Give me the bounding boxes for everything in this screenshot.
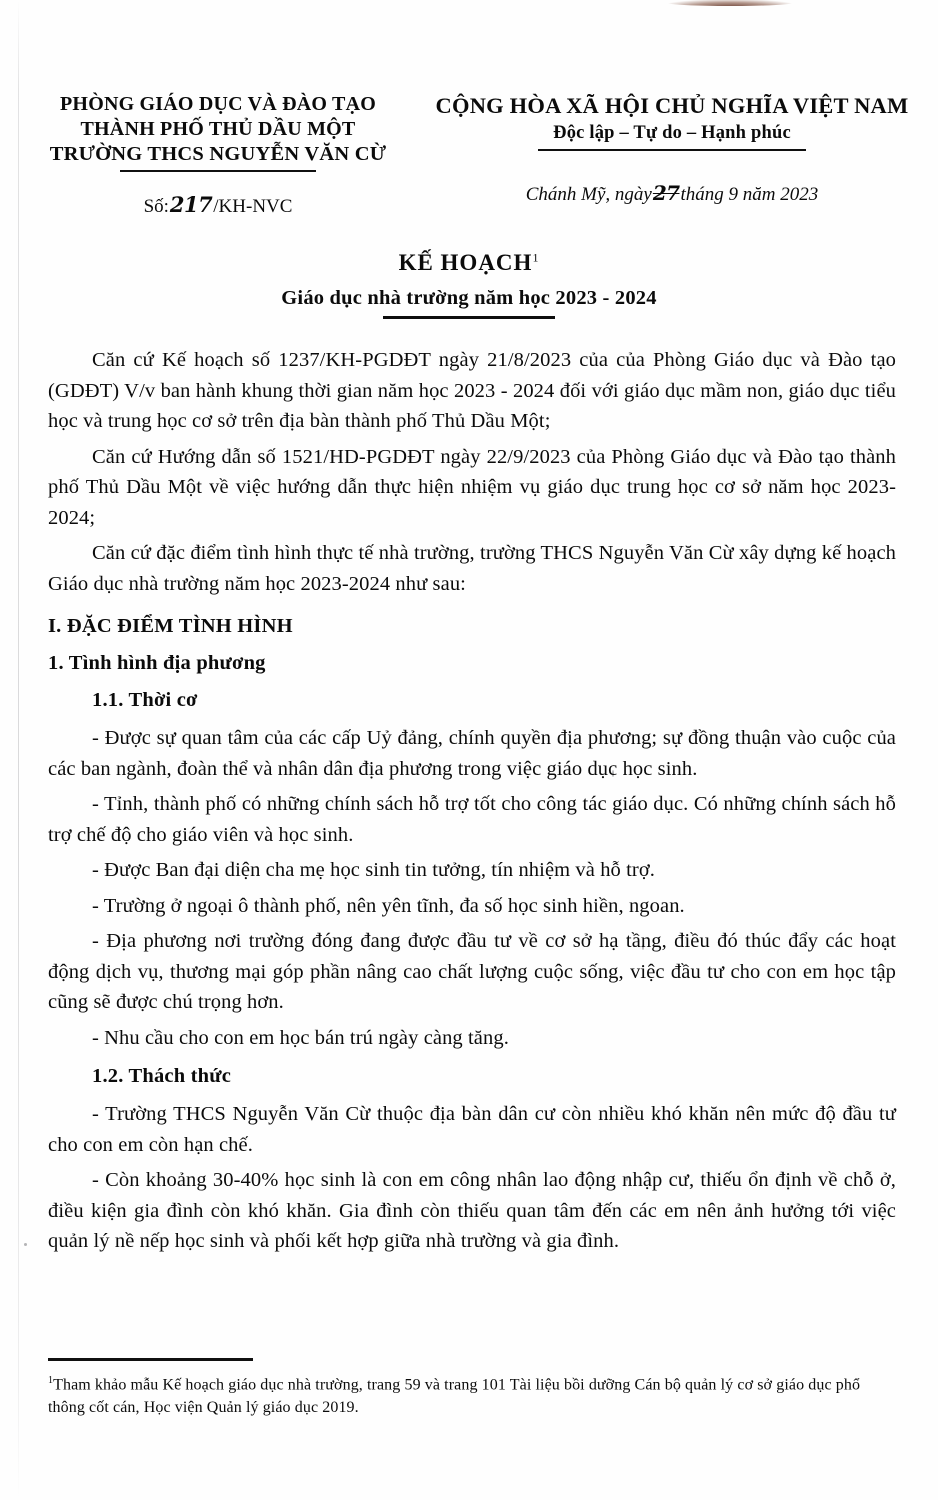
national-motto: Độc lập – Tự do – Hạnh phúc	[553, 123, 791, 143]
scan-smudge-artifact	[668, 0, 792, 6]
authority-line-city: THÀNH PHỐ THỦ DẦU MỘT	[80, 118, 356, 140]
section-heading-1-2: 1.2. Thách thức	[92, 1065, 232, 1087]
national-title: CỘNG HÒA XÃ HỘI CHỦ NGHĨA VIỆT NAM	[435, 93, 909, 118]
authority-line-department: PHÒNG GIÁO DỤC VÀ ĐÀO TẠO	[60, 93, 376, 115]
document-header	[0, 92, 938, 232]
footnote-body: Tham khảo mẫu Kế hoạch giáo dục nhà trường, trang 59 và trang 101 Tài liệu bồi dưỡng Cán bộ quản lý cơ sở giáo dục phổ thông cốt cán, Học viện Quản lý giáo dục 2019.	[48, 1375, 861, 1416]
date-day-handwritten: 27	[652, 181, 680, 205]
page-subtitle: Giáo dục nhà trường năm học 2023 - 2024	[281, 287, 657, 309]
title-underline	[383, 316, 555, 319]
national-heading-block	[432, 92, 912, 206]
section-heading-roman-i: I. ĐẶC ĐIỂM TÌNH HÌNH	[48, 615, 293, 637]
footnote-separator	[48, 1358, 253, 1361]
place-and-date	[432, 181, 912, 206]
document-title-block	[0, 250, 938, 319]
bullet-paragraph: - Được sự quan tâm của các cấp Uỷ đảng, chính quyền địa phương; sự đồng thuận vào cuộc của các ban ngành, đoàn thể và nhân dân địa phương trong việc giáo dục học sinh.	[48, 727, 896, 780]
place-date-middle: tháng 9 năm	[680, 184, 776, 205]
document-number-prefix: Số:	[143, 196, 169, 217]
page-title	[0, 250, 938, 276]
scan-speck	[24, 1243, 27, 1246]
document-number	[18, 192, 418, 218]
authority-underline	[120, 170, 316, 172]
place-date-prefix: Chánh Mỹ, ngày	[525, 184, 652, 205]
date-year: 2023	[780, 184, 819, 205]
footnote-text	[48, 1369, 896, 1419]
document-body	[48, 345, 896, 1262]
issuing-authority-block	[18, 92, 418, 218]
document-number-handwritten: 217	[169, 192, 213, 217]
bullet-paragraph: - Còn khoảng 30-40% học sinh là con em công nhân lao động nhập cư, thiếu ổn định về chỗ ở, điều kiện gia đình còn khó khăn. Gia đình còn thiếu quan tâm đến các em nên ảnh hưởng tới việc quản lý nề nếp học sinh và phối kết hợp giữa nhà trường và gia đình.	[48, 1169, 896, 1252]
preamble-paragraph: Căn cứ đặc điểm tình hình thực tế nhà trường, trường THCS Nguyễn Văn Cừ xây dựng kế hoạch Giáo dục nhà trường năm học 2023-2024 như sau:	[48, 542, 896, 595]
bullet-paragraph: - Trường ở ngoại ô thành phố, nên yên tĩnh, đa số học sinh hiền, ngoan.	[92, 894, 685, 917]
motto-underline	[538, 149, 806, 151]
footnote-block	[48, 1358, 896, 1419]
footnote-marker: 1	[48, 1374, 54, 1386]
preamble-paragraph: Căn cứ Kế hoạch số 1237/KH-PGDĐT ngày 21/8/2023 của của Phòng Giáo dục và Đào tạo (GDĐT) V/v ban hành khung thời gian năm học 2023 - 2024 đối với giáo dục mầm non, giáo dục tiểu học và trung học cơ sở trên địa bàn thành phố Thủ Dầu Một;	[48, 349, 896, 432]
preamble-paragraph: Căn cứ Hướng dẫn số 1521/HD-PGDĐT ngày 22/9/2023 của Phòng Giáo dục và Đào tạo thành phố Thủ Dầu Một về việc hướng dẫn thực hiện nhiệm vụ giáo dục trung học cơ sở năm học 2023-2024;	[48, 445, 896, 529]
bullet-paragraph: - Trường THCS Nguyễn Văn Cừ thuộc địa bàn dân cư còn nhiều khó khăn nên mức độ đầu tư cho con em còn hạn chế.	[48, 1103, 896, 1156]
bullet-paragraph: - Nhu cầu cho con em học bán trú ngày càng tăng.	[92, 1026, 509, 1049]
document-number-suffix: /KH-NVC	[213, 196, 293, 217]
bullet-paragraph: - Địa phương nơi trường đóng đang được đầu tư về cơ sở hạ tầng, điều đó thúc đẩy các hoạt động dịch vụ, thương mại góp phần nâng cao chất lượng cuộc sống, việc đầu tư cho con em học tập cũng sẽ được chú trọng hơn.	[48, 930, 896, 1013]
page-title-text: KẾ HOẠCH	[398, 250, 533, 275]
authority-line-school: TRƯỜNG THCS NGUYỄN VĂN CỪ	[49, 143, 387, 165]
section-heading-1: 1. Tình hình địa phương	[48, 652, 266, 674]
title-footnote-marker: 1	[532, 250, 540, 265]
section-heading-1-1: 1.1. Thời cơ	[92, 689, 198, 711]
bullet-paragraph: - Tỉnh, thành phố có những chính sách hỗ trợ tốt cho công tác giáo dục. Có những chính sách hỗ trợ chế độ cho giáo viên và học sinh.	[48, 793, 896, 846]
bullet-paragraph: - Được Ban đại diện cha mẹ học sinh tin tưởng, tín nhiệm và hỗ trợ.	[92, 859, 656, 881]
